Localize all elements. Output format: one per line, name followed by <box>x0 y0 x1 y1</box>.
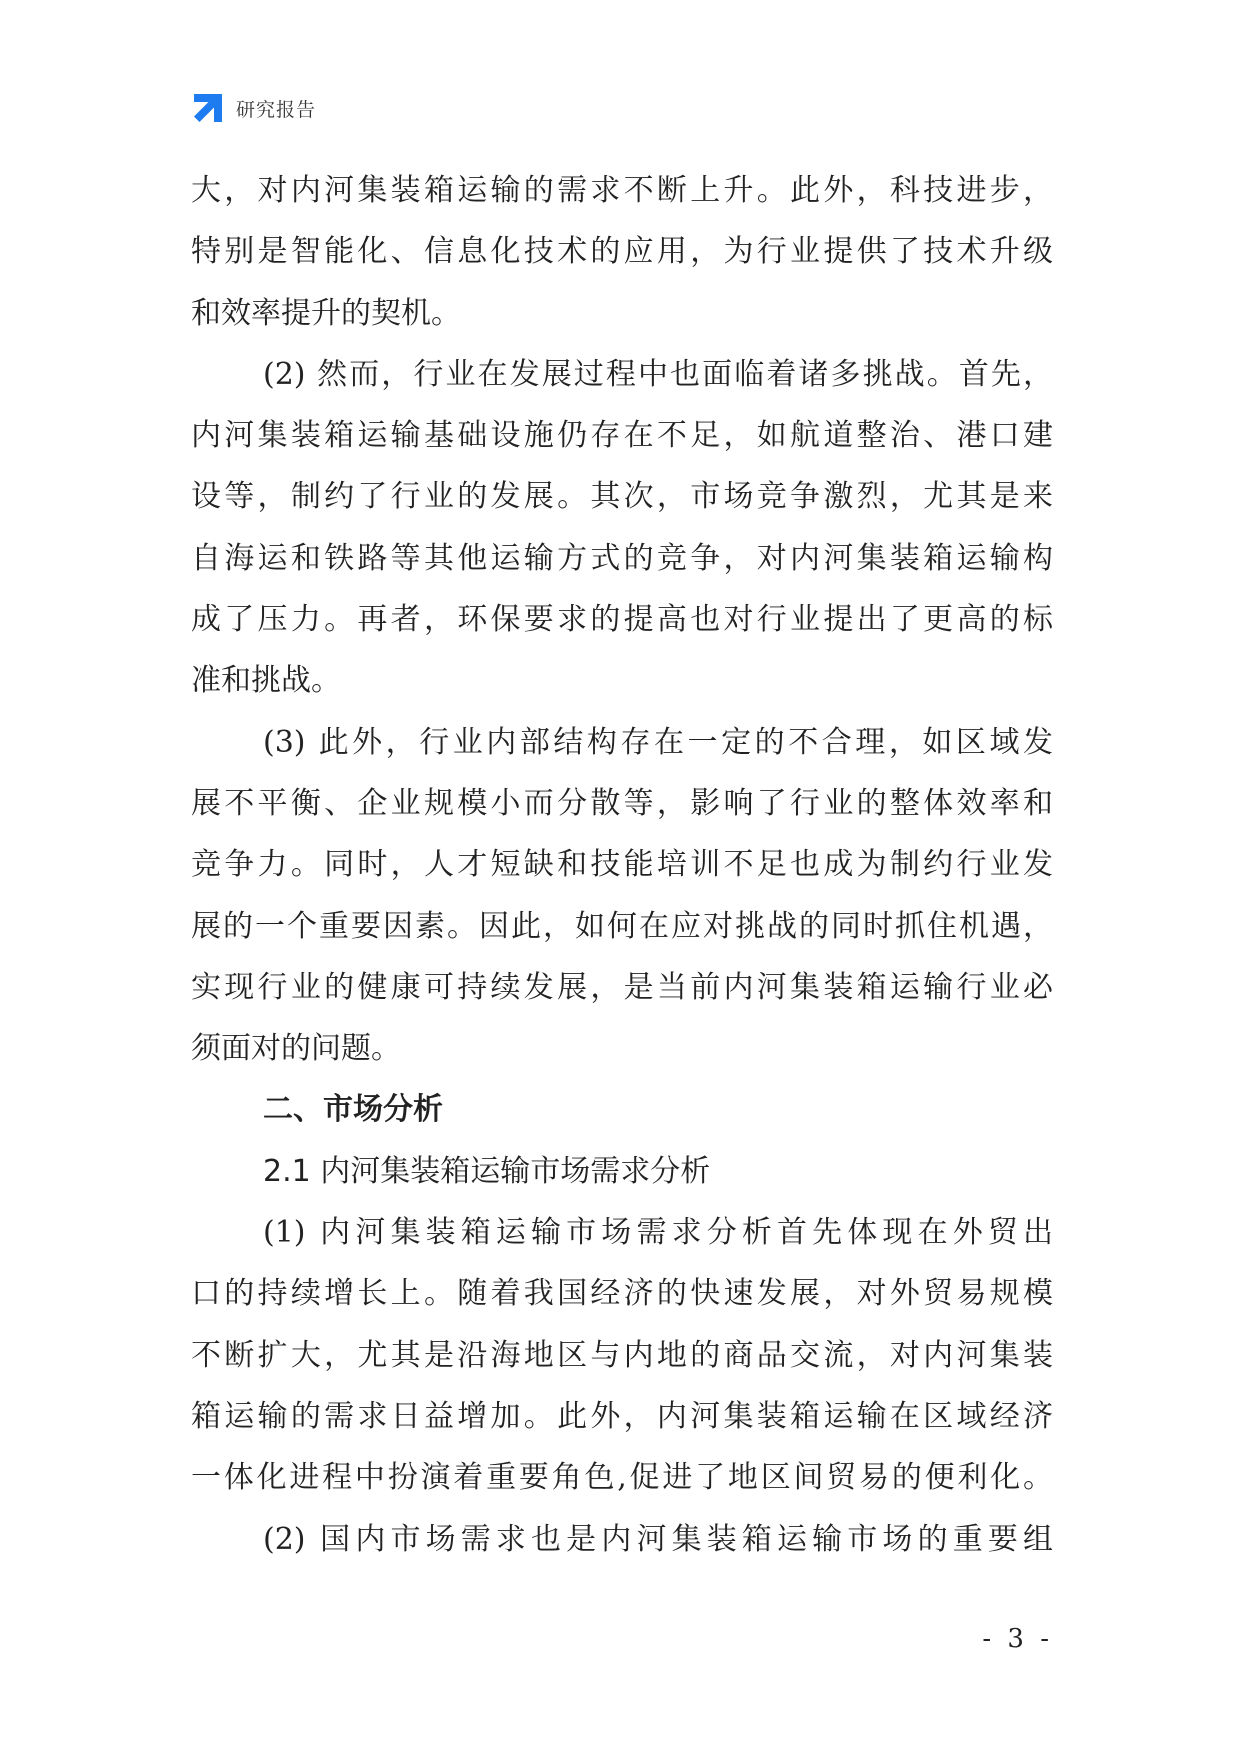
text-line: 实现行业的健康可持续发展，是当前内河集装箱运输行业必 <box>191 969 1053 1005</box>
text-line: 内河集装箱运输基础设施仍存在不足，如航道整治、港口建 <box>191 418 1053 454</box>
text-line: 和效率提升的契机。 <box>191 295 461 331</box>
text-line: 设等，制约了行业的发展。其次，市场竞争激烈，尤其是来 <box>191 479 1053 515</box>
paragraph-start-line: (2) 然而，行业在发展过程中也面临着诸多挑战。首先， <box>263 356 1053 392</box>
text-line: 一体化进程中扮演着重要角色,促进了地区间贸易的便利化。 <box>191 1460 1053 1496</box>
report-header <box>191 90 316 126</box>
page-number: - 3 - <box>982 1624 1053 1654</box>
header-label: 研究报告 <box>236 98 317 121</box>
paragraph-start-line: (1) 内河集装箱运输市场需求分析首先体现在外贸出 <box>263 1215 1053 1251</box>
text-line: 展不平衡、企业规模小而分散等，影响了行业的整体效率和 <box>191 785 1053 821</box>
text-line: 不断扩大，尤其是沿海地区与内地的商品交流，对内河集装 <box>191 1337 1053 1373</box>
text-line: 大，对内河集装箱运输的需求不断上升。此外，科技进步， <box>191 173 1053 208</box>
arrow-up-right-icon <box>191 91 225 125</box>
text-line: 特别是智能化、信息化技术的应用，为行业提供了技术升级 <box>191 234 1053 270</box>
text-line: 成了压力。再者，环保要求的提高也对行业提出了更高的标 <box>191 602 1053 638</box>
paragraph-start-line: (3) 此外，行业内部结构存在一定的不合理，如区域发 <box>263 724 1053 760</box>
paragraph-start-line: (2) 国内市场需求也是内河集装箱运输市场的重要组 <box>263 1521 1053 1557</box>
text-line: 口的持续增长上。随着我国经济的快速发展，对外贸易规模 <box>191 1276 1053 1312</box>
section-heading: 二、市场分析 <box>263 1092 443 1128</box>
document-body <box>191 160 1053 1570</box>
text-line: 自海运和铁路等其他运输方式的竞争，对内河集装箱运输构 <box>191 540 1053 576</box>
text-line: 准和挑战。 <box>191 663 341 699</box>
text-line: 箱运输的需求日益增加。此外，内河集装箱运输在区域经济 <box>191 1398 1053 1434</box>
text-line: 展的一个重要因素。因此，如何在应对挑战的同时抓住机遇， <box>191 908 1053 944</box>
text-line: 竞争力。同时，人才短缺和技能培训不足也成为制约行业发 <box>191 847 1053 883</box>
subsection-heading: 2.1 内河集装箱运输市场需求分析 <box>263 1153 711 1189</box>
text-line: 须面对的问题。 <box>191 1031 401 1067</box>
